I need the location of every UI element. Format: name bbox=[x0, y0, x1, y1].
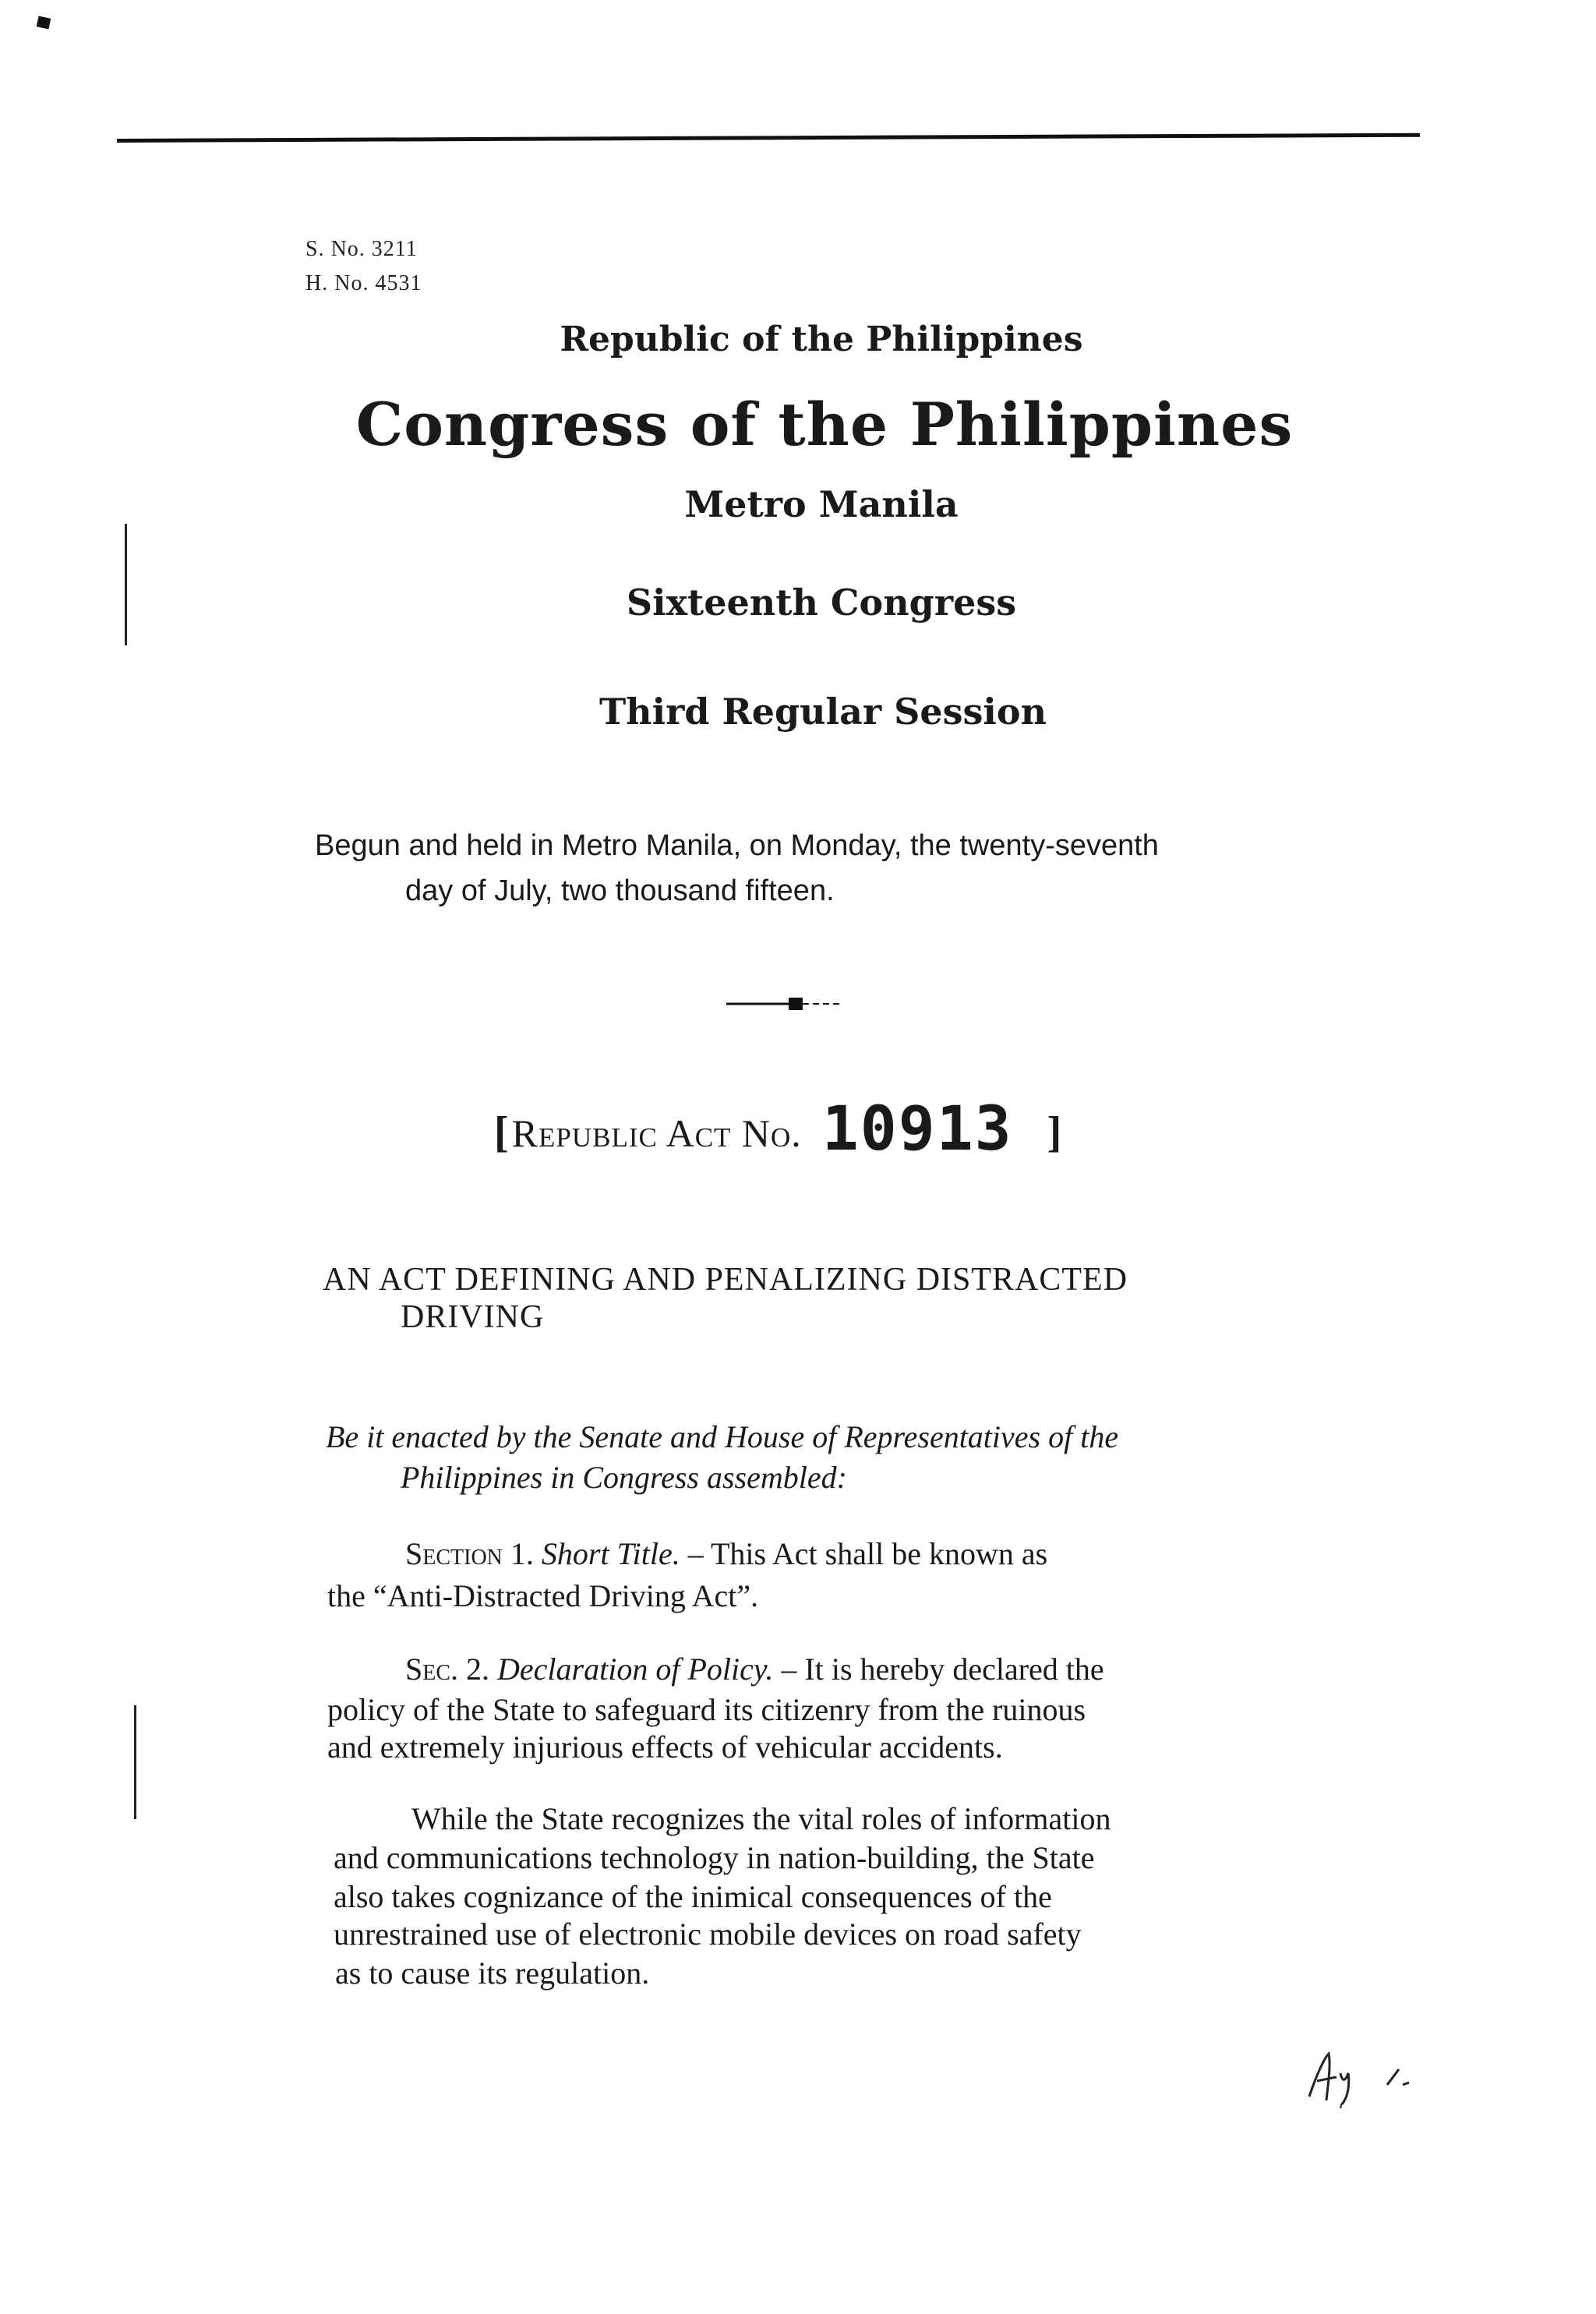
paragraph-line: unrestrained use of electronic mobile devices on road safety bbox=[334, 1917, 1082, 1952]
heading-congress: Congress of the Philippines bbox=[355, 390, 1294, 459]
divider-ornament bbox=[726, 996, 867, 1012]
ra-open-bracket: [ bbox=[494, 1108, 509, 1157]
act-title-line: DRIVING bbox=[401, 1299, 545, 1335]
ra-close-bracket: ] bbox=[1047, 1108, 1062, 1157]
section-1-heading: Short Title. bbox=[541, 1536, 680, 1571]
paragraph-line: and communications technology in nation-building, the State bbox=[334, 1840, 1095, 1875]
paragraph-line: as to cause its regulation. bbox=[335, 1955, 650, 1991]
heading-metro-manila: Metro Manila bbox=[684, 483, 959, 525]
section-2-line: and extremely injurious effects of vehicular accidents. bbox=[327, 1729, 1003, 1765]
act-title-line: AN ACT DEFINING AND PENALIZING DISTRACTED bbox=[323, 1262, 1128, 1298]
house-bill-number: H. No. 4531 bbox=[305, 271, 422, 295]
handwritten-initials bbox=[1294, 2042, 1449, 2112]
begun-text-line: Begun and held in Metro Manila, on Monday, the twenty-seventh bbox=[315, 829, 1159, 862]
section-1-label: Section 1. bbox=[405, 1536, 534, 1571]
margin-line bbox=[134, 1705, 136, 1819]
begun-text-line: day of July, two thousand fifteen. bbox=[405, 874, 835, 907]
section-2-text: – It is hereby declared the bbox=[773, 1652, 1104, 1687]
scan-corner-mark bbox=[37, 16, 51, 29]
senate-bill-number: S. No. 3211 bbox=[305, 237, 418, 261]
section-1-line: the “Anti-Distracted Driving Act”. bbox=[327, 1578, 759, 1613]
paragraph-line: also takes cognizance of the inimical consequences of the bbox=[334, 1879, 1052, 1914]
section-1-text: – This Act shall be known as bbox=[680, 1536, 1048, 1571]
top-rule bbox=[117, 133, 1420, 143]
section-2-line bbox=[405, 1651, 1104, 1687]
republic-act-number bbox=[494, 1094, 1061, 1164]
enacting-clause-line: Philippines in Congress assembled: bbox=[401, 1460, 847, 1495]
section-1-line bbox=[405, 1535, 1047, 1572]
heading-sixteenth-congress: Sixteenth Congress bbox=[626, 581, 1017, 624]
enacting-clause-line: Be it enacted by the Senate and House of Representatives of the bbox=[326, 1419, 1119, 1454]
ra-label: Republic Act No. bbox=[511, 1111, 802, 1155]
section-2-line: policy of the State to safeguard its citizenry from the ruinous bbox=[327, 1692, 1086, 1727]
paragraph-line: While the State recognizes the vital roles of information bbox=[411, 1801, 1111, 1836]
ra-number: 10913 bbox=[821, 1094, 1013, 1164]
section-2-label: Sec. 2. bbox=[405, 1652, 490, 1687]
section-2-heading: Declaration of Policy. bbox=[497, 1652, 774, 1687]
heading-republic: Republic of the Philippines bbox=[560, 320, 1083, 359]
heading-session: Third Regular Session bbox=[598, 691, 1047, 733]
